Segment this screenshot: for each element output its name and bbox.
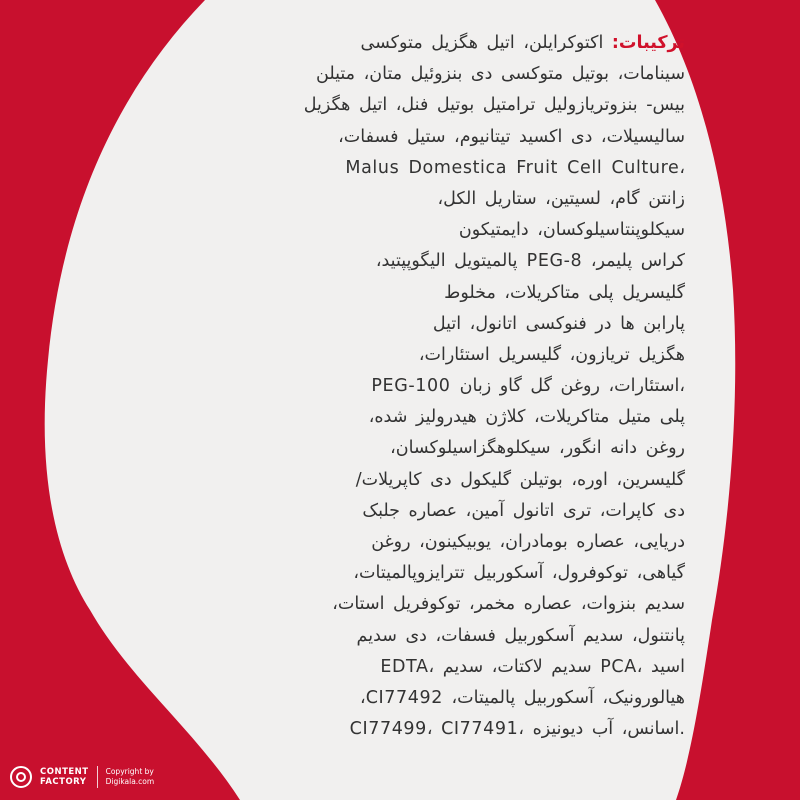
ingredient-line xyxy=(150,652,685,683)
content-factory-watermark xyxy=(10,762,154,792)
ingredient-line xyxy=(150,589,685,620)
ingredient-line xyxy=(150,215,685,246)
ingredient-line-text: پانتنول، سدیم آسکوربیل فسفات، دی سدیم xyxy=(356,625,685,646)
ingredient-line-text: Malus Domestica Fruit Cell Culture، xyxy=(345,157,685,178)
ingredient-line xyxy=(150,714,685,745)
ingredient-line xyxy=(150,309,685,340)
watermark-copy-line1: Copyright by xyxy=(105,767,154,776)
ingredient-line-text: زانتن گام، لسیتین، ستاریل الکل، xyxy=(437,188,685,209)
ingredient-line xyxy=(150,59,685,90)
ingredient-line-text: گلیسرین، اوره، بوتیلن گلیکول دی کاپریلات/ xyxy=(355,469,685,490)
ingredient-line xyxy=(150,683,685,714)
ingredient-line-text: اکتوکرایلن، اتیل هگزیل متوکسی xyxy=(360,33,604,53)
ingredient-line-text: دریایی، عصاره بومادران، یوبیکینون، روغن xyxy=(371,532,685,552)
ingredient-line-text: سیکلوپنتاسیلوکسان، دایمتیکون xyxy=(458,220,685,241)
ingredient-line xyxy=(150,278,685,309)
watermark-brand-line1: CONTENT xyxy=(40,767,89,777)
ingredient-line-text: سینامات، بوتیل متوکسی دی بنزوئیل متان، متیلن xyxy=(316,64,685,85)
ingredient-line xyxy=(150,465,685,496)
ingredients-text-block xyxy=(150,28,685,745)
ingredient-line-text: دی کاپرات، تری اتانول آمین، عصاره جلبک xyxy=(362,500,685,521)
ingredient-line-text: سدیم بنزوات، عصاره مخمر، توکوفریل استات، xyxy=(332,594,685,615)
ingredient-line-text: هگزیل تریازون، گلیسریل استئارات، xyxy=(418,344,685,365)
ingredient-line-text: هیالورونیک، آسکوربیل پالمیتات، CI77492، xyxy=(360,687,685,708)
ingredient-line-text: پلی متیل متاکریلات، کلاژن هیدرولیز شده، xyxy=(368,407,685,428)
ingredient-line-text: EDTA، سدیم لاکتات، سدیم PCA، اسید xyxy=(380,656,685,677)
ingredient-line-text: گلیسریل پلی متاکریلات، مخلوط xyxy=(444,282,685,303)
ingredient-line xyxy=(150,402,685,433)
watermark-brand xyxy=(40,767,89,787)
ingredient-line xyxy=(150,90,685,121)
ingredient-line-text: گیاهی، توکوفرول، آسکوربیل تترایزوپالمیتات، xyxy=(353,563,685,584)
watermark-divider xyxy=(97,766,98,788)
ingredient-line-text: کراس پلیمر، PEG-8 پالمیتویل الیگوپپتید، xyxy=(375,251,685,272)
ingredient-line xyxy=(150,122,685,153)
ingredient-line-text: بیس- بنزوتریازولیل ترامتیل بوتیل فنل، اتیل هگزیل xyxy=(303,95,685,116)
watermark-copyright xyxy=(106,767,155,787)
ingredient-line-text: CI77499، CI77491، اسانس، آب دیونیزه. xyxy=(349,719,685,740)
watermark-copy-line2: Digikala.com xyxy=(105,777,155,786)
ingredient-line-text: روغن دانه انگور، سیکلوهگزاسیلوکسان، xyxy=(390,438,685,459)
ingredient-line-text: PEG-100 استئارات، روغن گل گاو زبان، xyxy=(371,376,685,397)
ingredient-line xyxy=(150,371,685,402)
ingredient-line xyxy=(150,28,685,59)
ingredient-line xyxy=(150,246,685,277)
ingredient-line xyxy=(150,527,685,558)
ingredient-line xyxy=(150,184,685,215)
ingredient-line xyxy=(150,621,685,652)
ingredient-line-text: پارابن ها در فنوکسی اتانول، اتیل xyxy=(432,313,685,334)
watermark-brand-line2: FACTORY xyxy=(40,777,87,787)
ingredient-line xyxy=(150,433,685,464)
ingredient-line-text: سالیسیلات، دی اکسید تیتانیوم، ستیل فسفات، xyxy=(338,126,685,147)
ingredients-label: ترکیبات: xyxy=(611,33,685,53)
content-factory-logo-icon xyxy=(10,766,32,788)
ingredient-line xyxy=(150,496,685,527)
ingredient-line xyxy=(150,340,685,371)
ingredient-line xyxy=(150,558,685,589)
ingredient-line xyxy=(150,153,685,184)
